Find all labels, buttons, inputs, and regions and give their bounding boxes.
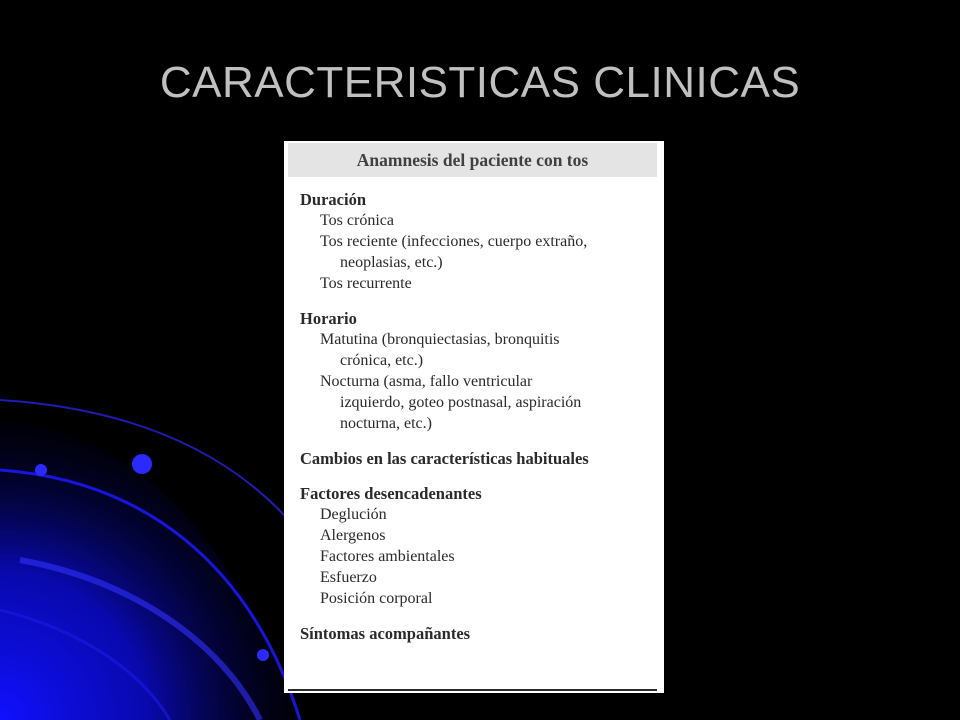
item-text: Deglución [320, 506, 387, 523]
table-section [300, 308, 655, 434]
item-text: Esfuerzo [320, 569, 377, 586]
item-text: Tos crónica [320, 212, 394, 229]
item-text: Tos recurrente [320, 275, 412, 292]
section-item [300, 588, 655, 609]
item-text: Alergenos [320, 527, 386, 544]
decor-dot [132, 454, 152, 474]
item-text-continuation: izquierdo, goteo postnasal, aspiración [340, 394, 582, 411]
bottom-rule [288, 689, 657, 691]
section-heading: Factores desencadenantes [300, 484, 482, 503]
section-heading: Duración [300, 190, 366, 209]
section-item [300, 504, 655, 525]
section-item-list [300, 504, 655, 609]
section-heading: Cambios en las características habituales [300, 449, 589, 468]
section-item [300, 567, 655, 588]
section-item [300, 371, 655, 434]
table-section [300, 189, 655, 294]
section-item [300, 546, 655, 567]
section-item-list [300, 210, 655, 294]
slide-title: CARACTERISTICAS CLINICAS [159, 58, 801, 107]
table-body [300, 189, 655, 658]
item-text: Matutina (bronquiectasias, bronquitis [320, 331, 560, 348]
table-section [300, 483, 655, 609]
section-item [300, 273, 655, 294]
section-item-list [300, 329, 655, 434]
item-text: Nocturna (asma, fallo ventricular [320, 373, 533, 390]
decor-dot [257, 649, 269, 661]
table-section [300, 448, 655, 469]
item-text: Factores ambientales [320, 548, 455, 565]
section-item [300, 210, 655, 231]
scanned-table-image [284, 141, 664, 693]
item-text-continuation: nocturna, etc.) [340, 415, 432, 432]
item-text-continuation: neoplasias, etc.) [340, 254, 443, 271]
section-item [300, 329, 655, 371]
section-item [300, 525, 655, 546]
item-text-continuation: crónica, etc.) [340, 352, 424, 369]
decor-dot [35, 464, 47, 476]
item-text: Tos reciente (infecciones, cuerpo extraño, [320, 233, 588, 250]
item-text: Posición corporal [320, 590, 433, 607]
section-item [300, 231, 655, 273]
table-header: Anamnesis del paciente con tos [288, 143, 657, 177]
table-section [300, 623, 655, 644]
section-heading: Síntomas acompañantes [300, 624, 471, 643]
section-heading: Horario [300, 309, 357, 328]
